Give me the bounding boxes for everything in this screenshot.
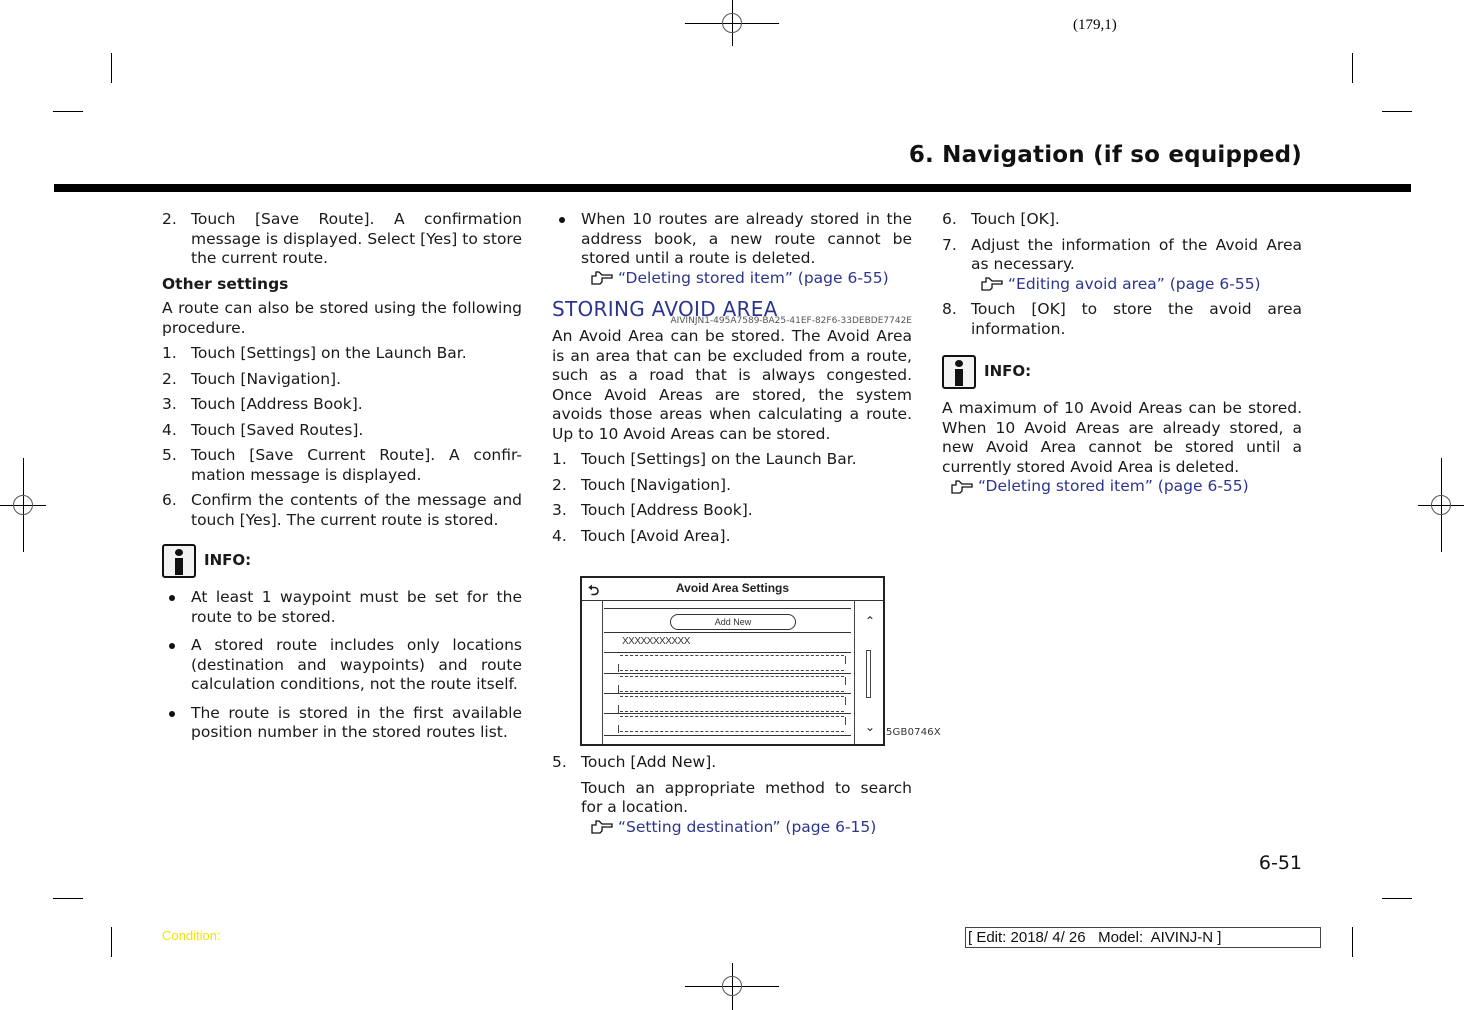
step-detail: Touch an appropriate method to search for a location.	[581, 778, 912, 816]
scrollbar-thumb	[866, 650, 871, 698]
step-item: 1. Touch [Settings] on the Launch Bar.	[552, 450, 857, 468]
bullet-item: The route is stored in the first available position number in the stored routes list.	[162, 704, 522, 743]
middle-column	[552, 210, 912, 552]
placeholder-row	[620, 655, 844, 671]
section-heading: STORING AVOID AREA AIVINJN1-495A7589-BA25-41EF-82F6-33DEBDE7742E	[552, 300, 912, 324]
step-item: 2. Touch [Navigation].	[552, 475, 732, 494]
placeholder-row	[620, 716, 844, 732]
crop-mark	[53, 898, 83, 899]
crop-mark	[111, 927, 112, 957]
step-item: 3. Touch [Address Book].	[552, 501, 753, 519]
pointing-hand-icon	[590, 819, 614, 835]
bullet-icon	[169, 643, 175, 649]
placeholder-row	[620, 696, 844, 712]
info-icon	[942, 355, 976, 389]
step-item: 8. Touch [OK] to store the avoid area information.	[942, 300, 1302, 338]
scroll-up-icon: ⌃	[864, 614, 875, 628]
avoid-area-entry: XXXXXXXXXXX	[622, 636, 690, 647]
intro-paragraph: A route can also be stored using the following procedure.	[162, 299, 522, 337]
middle-column-continued	[552, 753, 912, 837]
info-callout: INFO:	[162, 544, 522, 578]
step-item: 4. Touch [Saved Routes].	[162, 420, 364, 439]
page-reference: (179,1)	[1073, 17, 1117, 33]
step-item: 5. Touch [Save Current Route]. A confir-mation message is displayed.	[162, 446, 522, 484]
scroll-down-icon: ⌄	[864, 720, 875, 734]
left-column	[162, 210, 522, 752]
step-item: 2. Touch [Save Route]. A confirmation message is displayed. Select [Yes] to store the current route.	[162, 210, 522, 267]
chapter-divider	[54, 184, 1411, 192]
crop-mark	[1352, 53, 1353, 83]
section-id: AIVINJN1-495A7589-BA25-41EF-82F6-33DEBDE7742E	[670, 316, 912, 326]
pointing-hand-icon	[590, 270, 614, 286]
crop-mark	[53, 111, 83, 112]
link-deleting-stored-item[interactable]: “Deleting stored item” (page 6-55)	[950, 477, 1302, 497]
info-paragraph: A maximum of 10 Avoid Areas can be stored. When 10 Avoid Areas are already stored, a new Avoid Area cannot be stored until a currently stored Avoid Area is deleted.	[942, 399, 1302, 476]
crop-mark	[1382, 111, 1412, 112]
bullet-item: When 10 routes are already stored in the address book, a new route cannot be stored until a route is deleted.	[552, 210, 912, 269]
pointing-hand-icon	[950, 479, 974, 495]
edit-info-box: [ Edit: 2018/ 4/ 26 Model: AIVINJ-N ]	[965, 927, 1321, 948]
crop-mark	[111, 53, 112, 83]
crop-mark	[1382, 898, 1412, 899]
step-item: 7. Adjust the information of the Avoid Area as necessary.	[942, 235, 1302, 273]
step-item: 6. Confirm the contents of the message and touch [Yes]. The current route is stored.	[162, 491, 522, 529]
subheading-other-settings: Other settings	[162, 274, 289, 293]
right-column	[942, 210, 1302, 497]
step-item: 6. Touch [OK].	[942, 210, 1060, 228]
screen-titlebar	[582, 578, 883, 601]
figure-code: 5GB0746X	[886, 727, 941, 738]
bullet-icon	[169, 711, 175, 717]
info-icon	[162, 544, 196, 578]
link-editing-avoid-area[interactable]: “Editing avoid area” (page 6-55)	[980, 275, 1302, 295]
link-deleting-stored-item[interactable]: “Deleting stored item” (page 6-55)	[590, 269, 912, 289]
chapter-title: 6. Navigation (if so equipped)	[908, 142, 1302, 168]
intro-paragraph: An Avoid Area can be stored. The Avoid Area is an area that can be excluded from a route, such as a road that is always congested. Once Avoid Areas are stored, the system avoids those areas when calculating a route. Up to 10 Avoid Areas can be stored.	[552, 327, 912, 443]
placeholder-row	[620, 676, 844, 692]
add-new-button: Add New	[670, 614, 796, 630]
step-item: 4. Touch [Avoid Area].	[552, 526, 731, 545]
bullet-icon	[169, 595, 175, 601]
crop-mark	[1352, 927, 1353, 957]
step-item: 5. Touch [Add New].	[552, 753, 717, 771]
back-arrow-icon: ⮌	[588, 582, 600, 598]
bullet-item: At least 1 waypoint must be set for the route to be stored.	[162, 588, 522, 627]
avoid-area-settings-figure	[580, 576, 885, 746]
step-item: 3. Touch [Address Book].	[162, 395, 363, 413]
bullet-item: A stored route includes only locations (destination and waypoints) and route calculation conditions, not the route itself.	[162, 636, 522, 695]
step-item: 2. Touch [Navigation].	[162, 369, 342, 388]
bullet-icon	[559, 217, 565, 223]
link-setting-destination[interactable]: “Setting destination” (page 6-15)	[590, 818, 912, 838]
page-number: 6-51	[1258, 852, 1302, 874]
condition-label: Condition:	[162, 928, 221, 943]
pointing-hand-icon	[980, 276, 1004, 292]
screen-title: Avoid Area Settings	[675, 581, 790, 595]
step-item: 1. Touch [Settings] on the Launch Bar.	[162, 344, 467, 362]
info-callout: INFO:	[942, 355, 1302, 389]
